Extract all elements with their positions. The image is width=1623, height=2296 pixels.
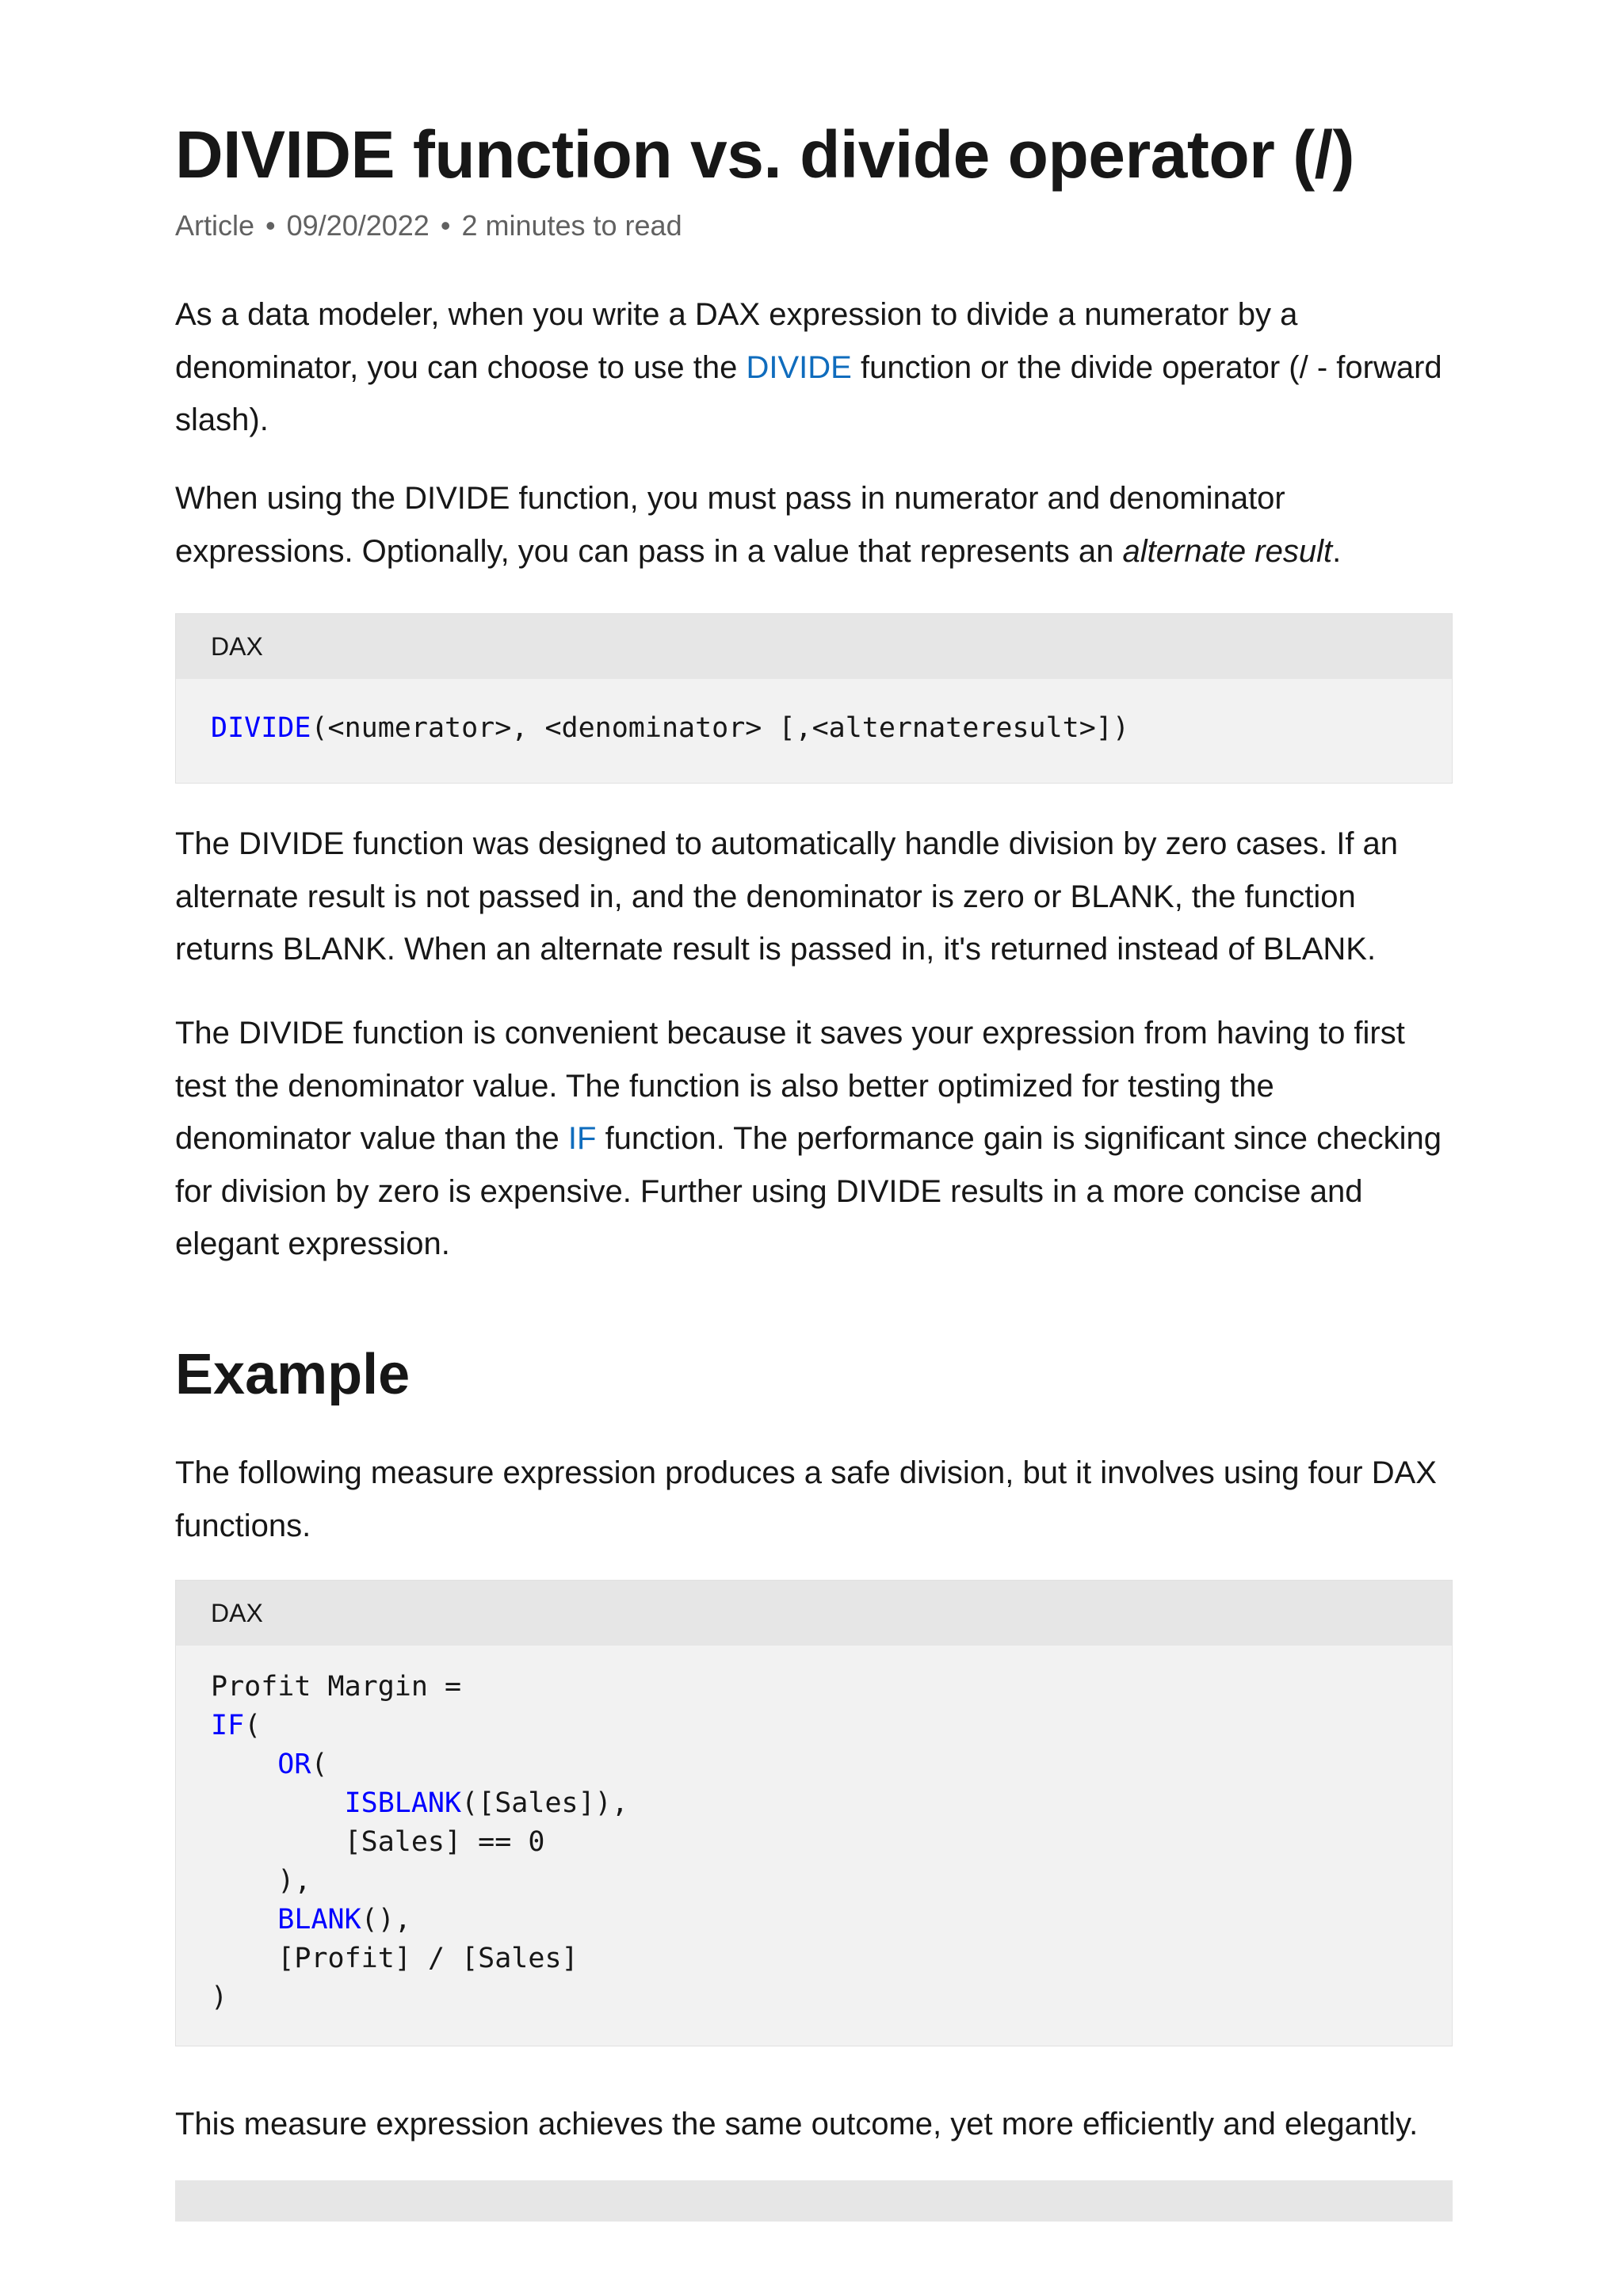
example-heading: Example <box>175 1343 411 1406</box>
code-line: [Profit] / [Sales] <box>277 1943 579 1974</box>
usage-text: When using the DIVIDE function, you must pass in numerator and denominator expressions. Optionally, you can pass in a value that represents an <box>175 481 1285 569</box>
intro-text-end: function or the divide operator (/ - forward slash). <box>175 349 1442 437</box>
divide-benefit-paragraph <box>175 1007 1453 1271</box>
benefit-text-end: function. The performance gain is significant since checking for division by zero is expensive. Further using DIVIDE results in a more concise and elegant expression. <box>175 1121 1442 1261</box>
code-args: (<numerator>, <denominator> [,<alternateresult>]) <box>311 712 1129 744</box>
syntax-code-block <box>175 613 1453 784</box>
if-function-link[interactable]: IF <box>567 1121 597 1156</box>
code-line: OR( <box>277 1749 328 1780</box>
example-intro-paragraph: The following measure expression produces a safe division, but it involves using four DAX functions. <box>175 1455 1437 1543</box>
example-outcome-paragraph: This measure expression achieves the same outcome, yet more efficiently and elegantly. <box>175 2107 1419 2142</box>
alternate-result-emphasis: alternate result <box>1122 533 1333 569</box>
code-line: BLANK(), <box>277 1904 411 1936</box>
meta-date: 09/20/2022 <box>286 209 430 242</box>
divide-function-link[interactable]: DIVIDE <box>746 349 852 385</box>
code-language-label: DAX <box>176 1581 1452 1646</box>
code-language-label: DAX <box>176 614 1452 679</box>
article-meta <box>175 208 682 244</box>
divide-behavior-paragraph: The DIVIDE function was designed to automatically handle division by zero cases. If an alternate result is not passed in, and the denominator is zero or BLANK, the function returns BLANK. When an alternate result is passed in, it's returned instead of BLANK. <box>175 826 1399 967</box>
code-line: ISBLANK([Sales]), <box>344 1787 628 1819</box>
benefit-text: The DIVIDE function is convenient because it saves your expression from having to first test the denominator value. The function is also better optimized for testing the denominator value than the <box>175 1016 1405 1156</box>
meta-separator: • <box>440 209 451 242</box>
code-line: ), <box>277 1865 311 1897</box>
code-line: [Sales] == 0 <box>344 1826 545 1858</box>
code-line: ) <box>211 1981 228 2013</box>
page-title: DIVIDE function vs. divide operator (/) <box>175 117 1354 192</box>
example-code-block <box>175 1580 1453 2046</box>
meta-separator: • <box>265 209 276 242</box>
example-code[interactable] <box>176 1646 1452 2046</box>
code-keyword: IF <box>211 1710 245 1741</box>
code-keyword: BLANK <box>277 1904 361 1936</box>
syntax-code[interactable] <box>176 679 1452 783</box>
intro-text: As a data modeler, when you write a DAX expression to divide a numerator by a denominator, you can choose to use the <box>175 297 1298 385</box>
divide-usage-paragraph <box>175 472 1453 578</box>
next-code-block-header <box>175 2180 1453 2222</box>
code-keyword: DIVIDE <box>211 712 311 744</box>
usage-text-end: . <box>1332 533 1342 569</box>
code-line: IF( <box>211 1710 262 1741</box>
meta-read-time: 2 minutes to read <box>461 209 682 242</box>
code-line: Profit Margin = <box>211 1671 462 1703</box>
meta-type: Article <box>175 209 255 242</box>
code-keyword: ISBLANK <box>344 1787 462 1819</box>
code-keyword: OR <box>277 1749 311 1780</box>
intro-paragraph <box>175 288 1453 447</box>
